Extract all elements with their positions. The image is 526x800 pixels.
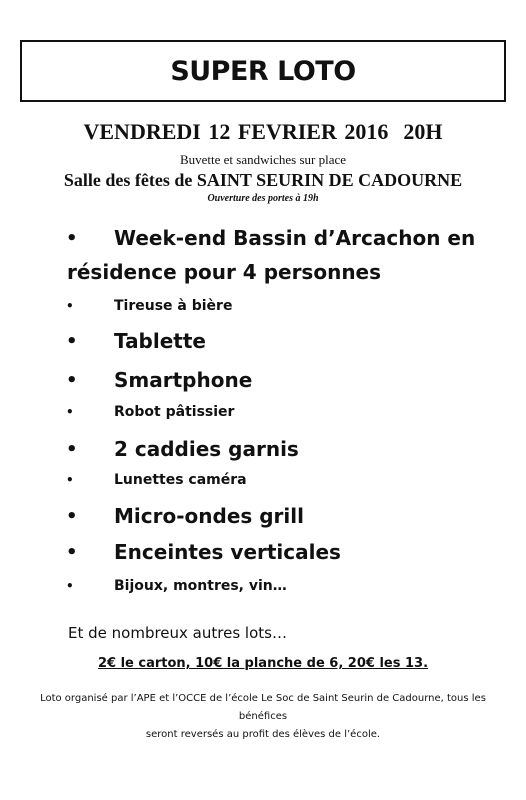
lot-label: Tireuse à bière: [114, 298, 233, 314]
list-item: [66, 437, 299, 461]
list-item: [66, 298, 232, 314]
organizer-note-line: Loto organisé par l’APE et l’OCCE de l’école Le Soc de Saint Seurin de Cadourne, tous les bénéfices: [40, 693, 486, 722]
bullet-icon: •: [66, 579, 74, 593]
lot-label: Smartphone: [114, 368, 253, 392]
lot-label: Lunettes caméra: [114, 472, 247, 488]
bullet-icon: •: [66, 541, 78, 563]
lot-label: Week-end Bassin d’Arcachon en: [114, 226, 476, 250]
lot-label-continuation: résidence pour 4 personnes: [67, 260, 382, 284]
bullet-icon: •: [66, 330, 78, 352]
lot-label: Bijoux, montres, vin…: [114, 578, 287, 594]
other-lots-note: Et de nombreux autres lots…: [68, 624, 287, 642]
venue: Salle des fêtes de SAINT SEURIN DE CADOURNE: [63, 170, 463, 190]
poster-title: SUPER LOTO: [170, 55, 356, 87]
list-item: [66, 226, 475, 250]
list-item: [66, 540, 341, 564]
bullet-icon: •: [66, 473, 74, 487]
bullet-icon: •: [66, 299, 74, 313]
list-item: [66, 578, 287, 594]
organizer-note-line: seront reversés au profit des élèves de l’école.: [145, 729, 381, 740]
doors-opening: Ouverture des portes à 19h: [207, 193, 319, 204]
event-date: VENDREDI 12 FEVRIER 2016 20H: [83, 119, 443, 144]
organizer-note: [20, 690, 506, 744]
list-item: [66, 404, 234, 420]
buvette-note: Buvette et sandwiches sur place: [179, 152, 347, 167]
list-item: [66, 329, 206, 353]
title-box: [20, 40, 506, 102]
price-info: 2€ le carton, 10€ la planche de 6, 20€ les 13.: [97, 656, 429, 671]
lot-label: Tablette: [114, 329, 206, 353]
list-item: [66, 368, 252, 392]
lot-label: Micro-ondes grill: [114, 504, 304, 528]
bullet-icon: •: [66, 227, 78, 249]
bullet-icon: •: [66, 369, 78, 391]
lot-label: 2 caddies garnis: [114, 437, 299, 461]
lot-label: Enceintes verticales: [114, 540, 341, 564]
list-item: [66, 504, 304, 528]
lot-label: Robot pâtissier: [114, 404, 235, 420]
list-item: [66, 472, 247, 488]
bullet-icon: •: [66, 505, 78, 527]
bullet-icon: •: [66, 405, 74, 419]
bullet-icon: •: [66, 438, 78, 460]
